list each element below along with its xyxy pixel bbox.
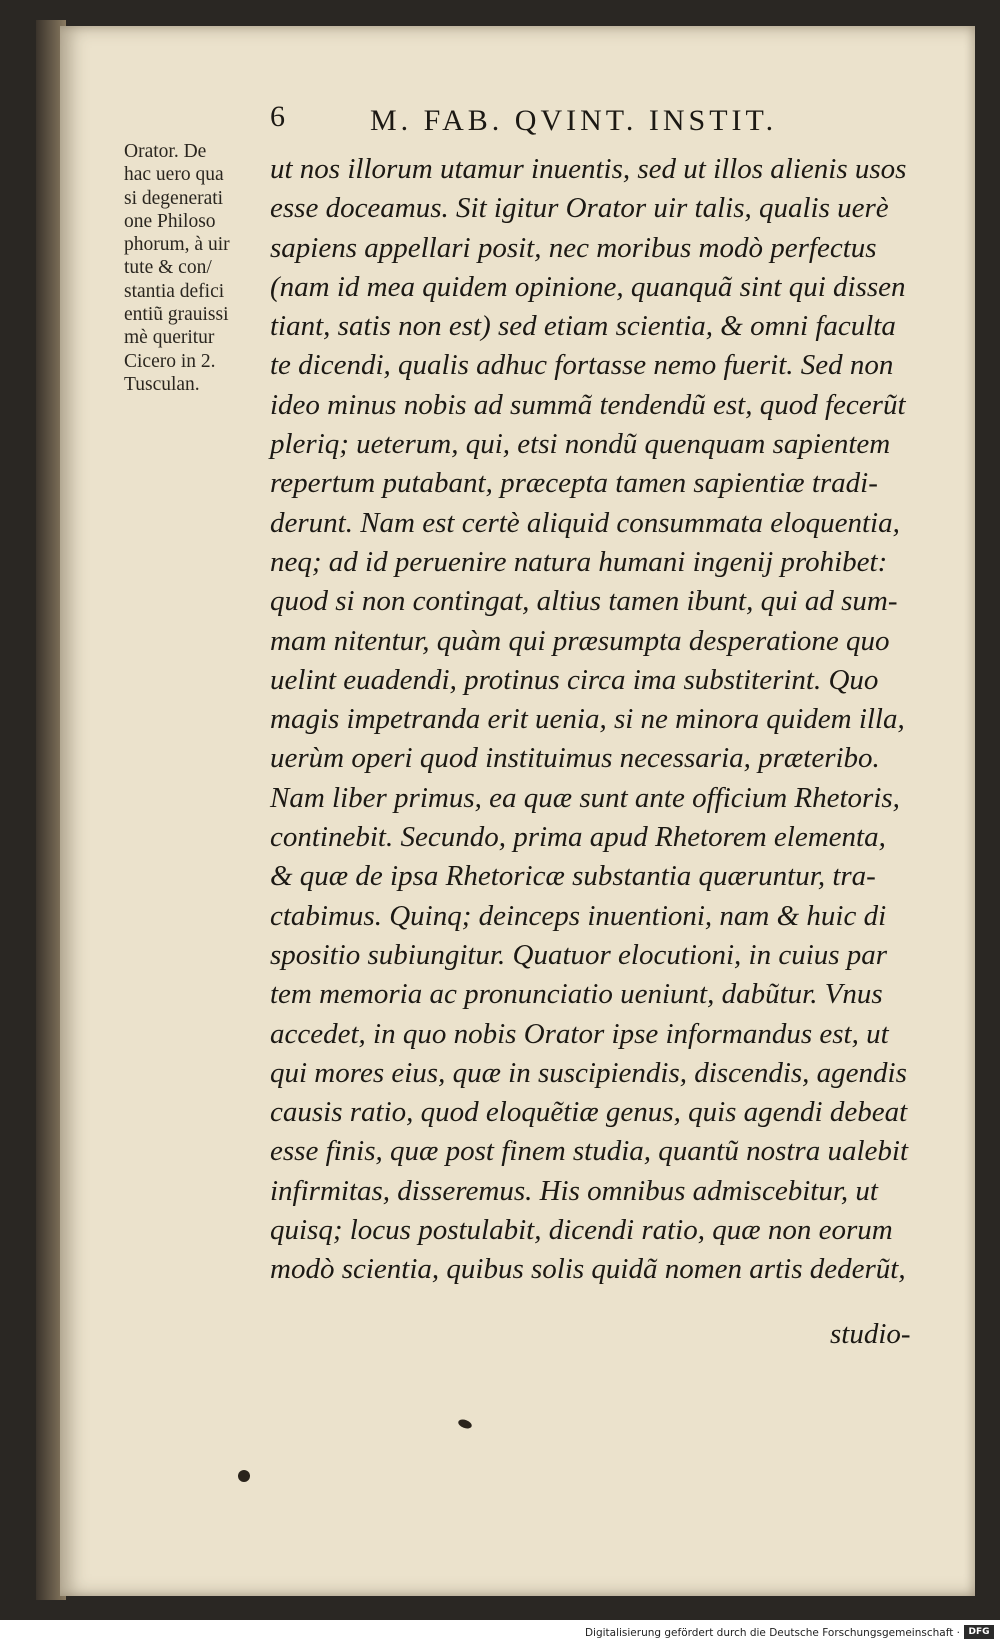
ink-spot xyxy=(238,1470,250,1482)
running-head: M. FAB. QVINT. INSTIT. xyxy=(370,104,778,137)
text-line: pleriq; ueterum, qui, etsi nondũ quenquam sapientem xyxy=(270,428,891,461)
text-line: infirmitas, disseremus. His omnibus admiscebitur, ut xyxy=(270,1174,878,1207)
marginal-note-line: Orator. De xyxy=(124,141,207,162)
text-line: ut nos illorum utamur inuentis, sed ut illos alienis usos xyxy=(270,153,907,185)
marginal-note-line: Cicero in 2. xyxy=(124,350,216,372)
marginal-note-line: stantia defici xyxy=(124,280,225,302)
text-line: ctabimus. Quinq; deinceps inuentioni, nam & huic di xyxy=(270,899,887,932)
text-line: magis impetranda erit uenia, si ne minora quidem illa, xyxy=(270,703,905,736)
text-line: qui mores eius, quæ in suscipiendis, discendis, agendis xyxy=(270,1056,907,1089)
text-line: neq; ad id peruenire natura humani ingenij prohibet: xyxy=(270,545,888,578)
text-line: ideo minus nobis ad summã tendendũ est, quod fecerũt xyxy=(270,388,906,421)
body-text xyxy=(270,150,920,1290)
text-line: tiant, satis non est) sed etiam scientia, & omni faculta xyxy=(270,310,896,343)
text-line: uerùm operi quod instituimus necessaria, præteribo. xyxy=(270,742,880,775)
text-line: & quæ de ipsa Rhetoricæ substantia quæruntur, tra- xyxy=(270,860,876,893)
text-line: derunt. Nam est certè aliquid consummata eloquentia, xyxy=(270,506,900,539)
page-header xyxy=(270,100,870,150)
text-line: sapiens appellari posit, nec moribus modò perfectus xyxy=(270,231,877,264)
text-line: quisq; locus postulabit, dicendi ratio, quæ non eorum xyxy=(270,1214,893,1247)
text-line: esse finis, quæ post finem studia, quantũ nostra ualebit xyxy=(270,1135,909,1168)
funding-credit: Digitalisierung gefördert durch die Deutsche Forschungsgemeinschaft · xyxy=(584,1627,960,1639)
marginal-note-line: phorum, à uir xyxy=(124,234,230,256)
marginal-note-line: tute & con/ xyxy=(124,257,212,279)
marginal-note-line: mè queritur xyxy=(124,327,215,349)
text-line: accedet, in quo nobis Orator ipse informandus est, ut xyxy=(270,1017,889,1050)
catchword: studio- xyxy=(830,1318,911,1350)
marginal-note-line: hac uero qua xyxy=(124,164,224,186)
dfg-logo-icon: DFG xyxy=(964,1625,994,1639)
text-line: modò scientia, quibus solis quidã nomen artis dederũt, xyxy=(270,1253,906,1286)
marginal-note-line: entiũ grauissi xyxy=(124,304,229,326)
page-number: 6 xyxy=(270,100,285,133)
text-line: te dicendi, qualis adhuc fortasse nemo fuerit. Sed non xyxy=(270,349,894,382)
text-line: mam nitentur, quàm qui præsumpta desperatione quo xyxy=(270,624,890,657)
text-line: tem memoria ac pronunciatio ueniunt, dabũtur. Vnus xyxy=(270,978,883,1011)
marginal-note xyxy=(124,140,269,396)
text-line: continebit. Secundo, prima apud Rhetorem elementa, xyxy=(270,821,886,854)
text-line: quod si non contingat, altius tamen ibunt, qui ad sum- xyxy=(270,585,898,618)
marginal-note-line: one Philoso xyxy=(124,210,216,232)
marginal-note-line: Tusculan. xyxy=(124,373,200,395)
text-line: uelint euadendi, protinus circa ima substiterint. Quo xyxy=(270,663,879,696)
text-line: spositio subiungitur. Quatuor elocutioni, in cuius par xyxy=(270,938,888,971)
text-line: Nam liber primus, ea quæ sunt ante officium Rhetoris, xyxy=(270,781,900,814)
text-line: repertum putabant, præcepta tamen sapientiæ tradi- xyxy=(270,467,878,500)
text-line: esse doceamus. Sit igitur Orator uir talis, qualis uerè xyxy=(270,192,889,225)
text-line: causis ratio, quod eloquẽtiæ genus, quis agendi debeat xyxy=(270,1096,908,1129)
text-line: (nam id mea quidem opinione, quanquã sint qui dissen xyxy=(270,270,906,303)
marginal-note-line: si degenerati xyxy=(124,187,224,209)
